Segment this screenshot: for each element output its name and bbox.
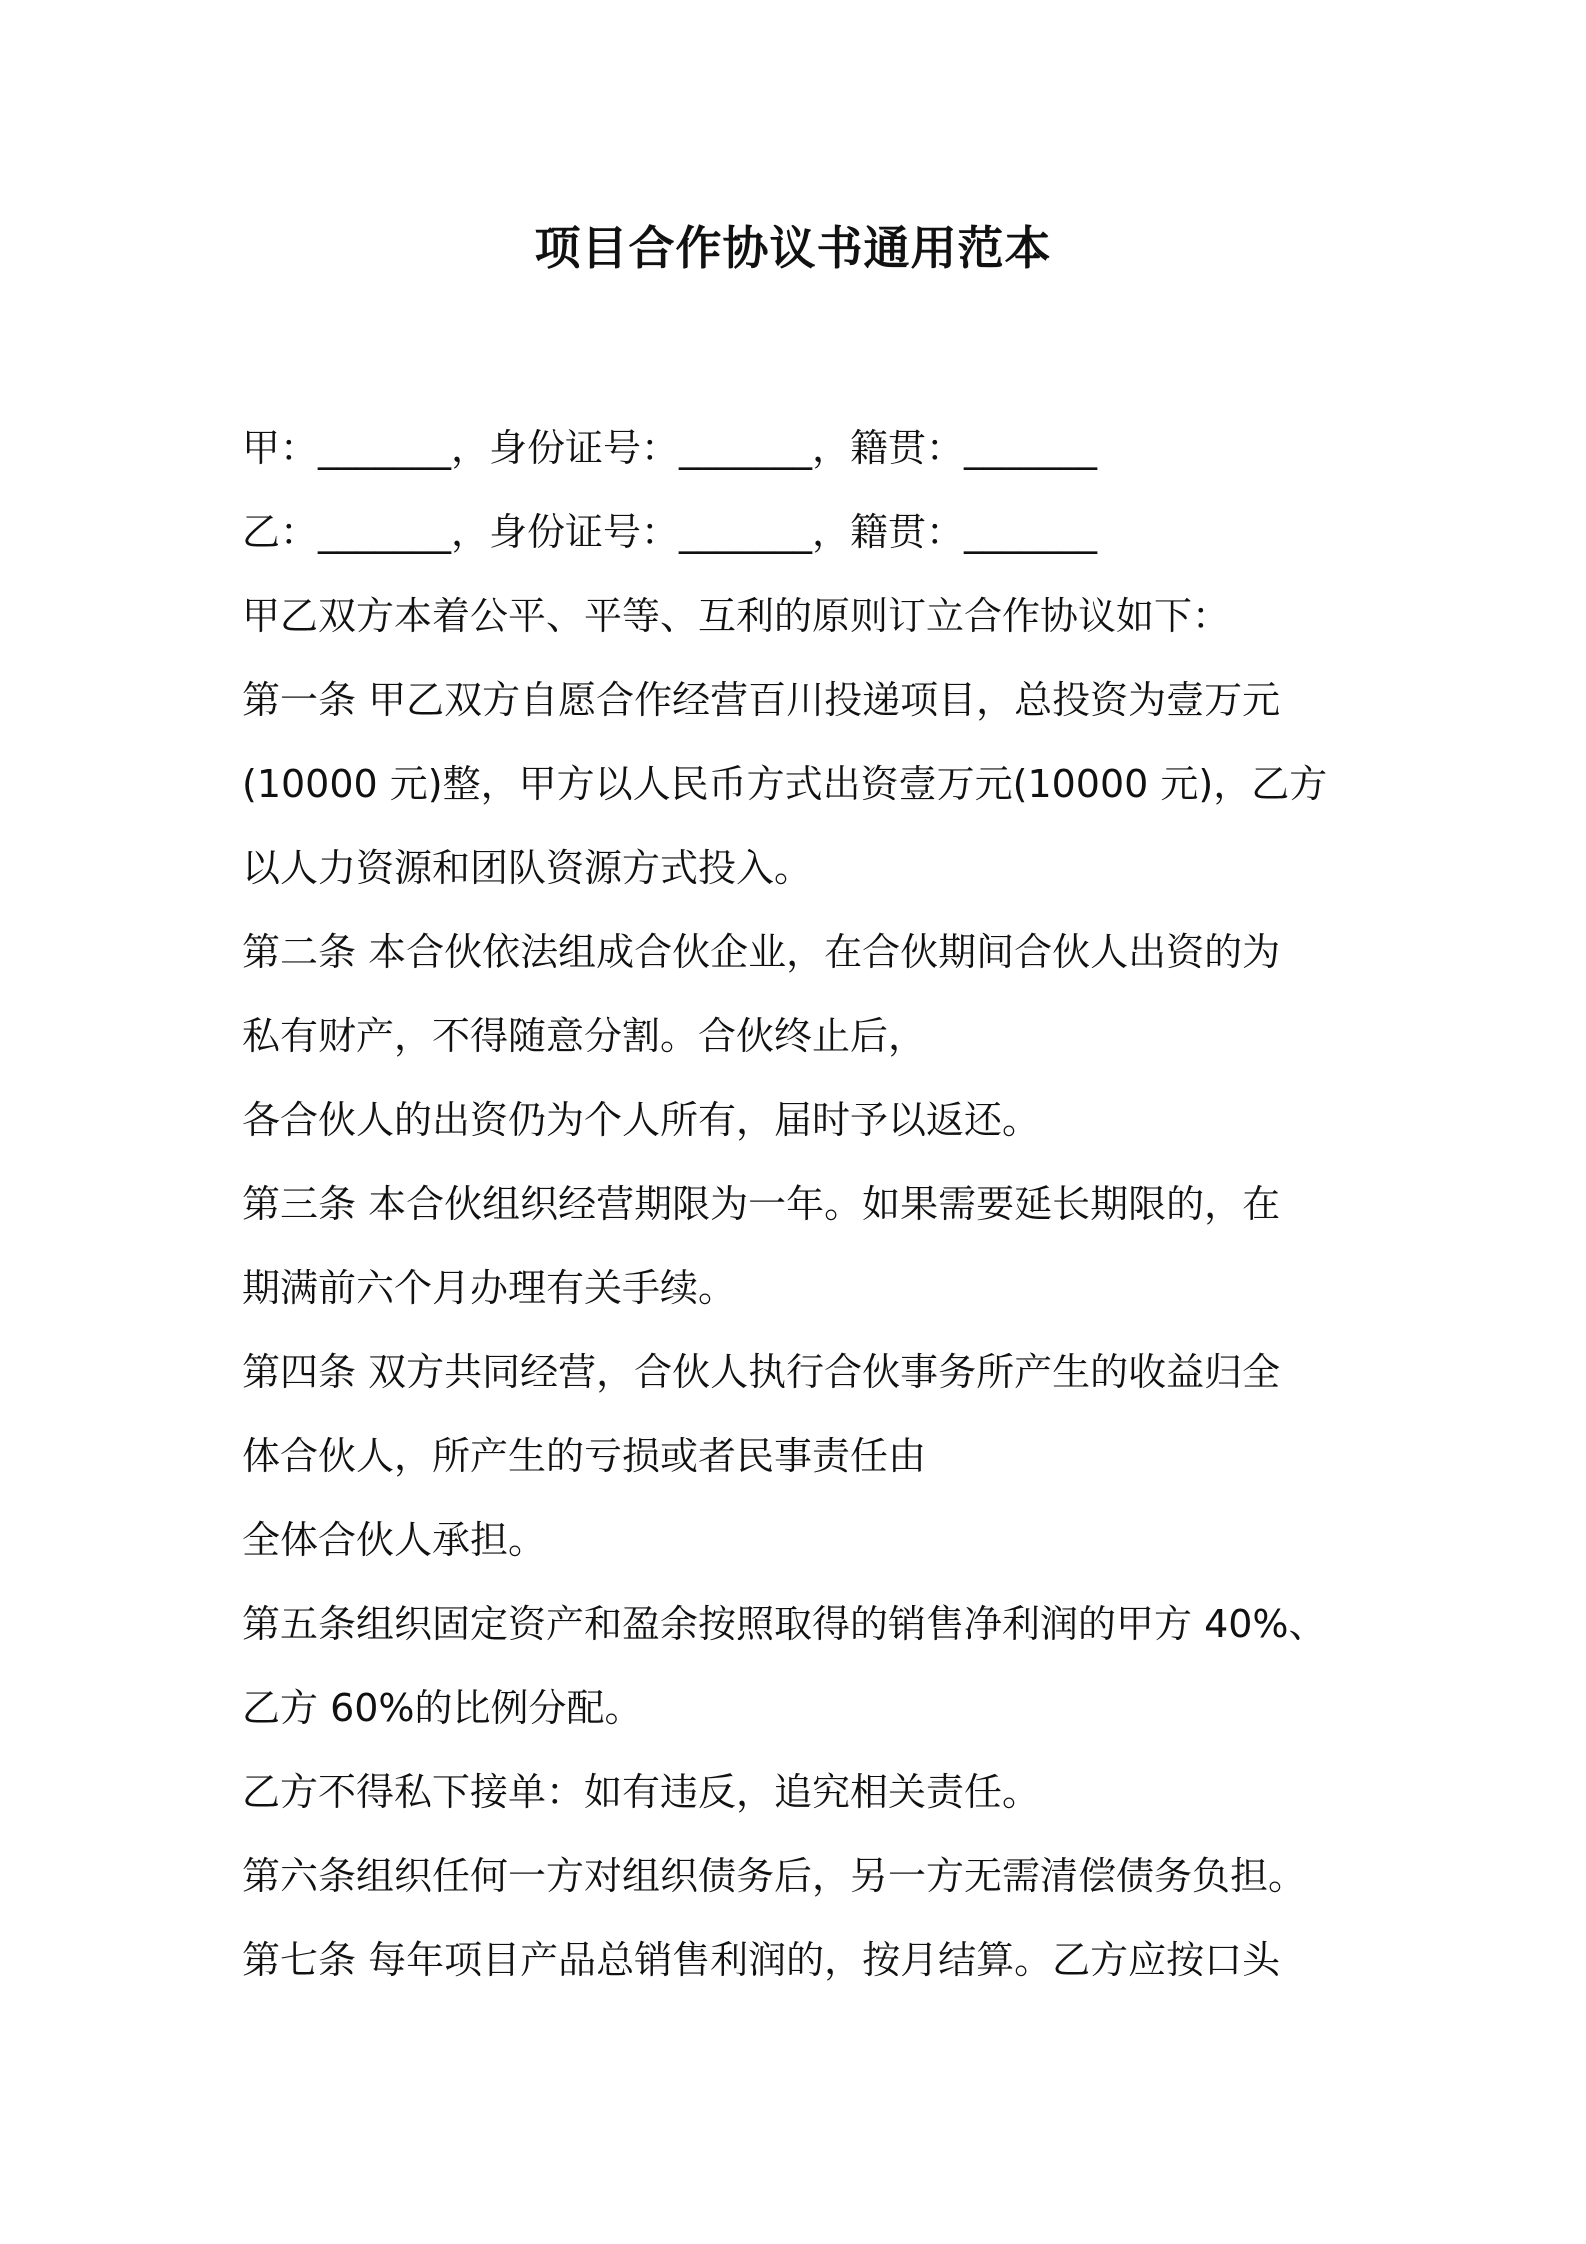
- document-body: [242, 406, 1362, 2002]
- document-title: 项目合作协议书通用范本: [534, 221, 1052, 275]
- article-1-line-3: 以人力资源和团队资源方式投入。: [242, 846, 813, 890]
- article-1-line-1: 第一条 甲乙双方自愿合作经营百川投递项目，总投资为壹万元: [242, 678, 1281, 722]
- party-b-line: 乙：_______，身份证号：_______，籍贯：_______: [242, 510, 1098, 554]
- article-4-line-3: 全体合伙人承担。: [242, 1518, 547, 1562]
- article-1-line-2: (10000 元)整，甲方以人民币方式出资壹万元(10000 元)，乙方: [242, 762, 1328, 806]
- article-2-line-3: 各合伙人的出资仍为个人所有，届时予以返还。: [242, 1098, 1041, 1142]
- article-7-line-1: 第七条 每年项目产品总销售利润的，按月结算。乙方应按口头: [242, 1938, 1281, 1982]
- article-4-line-1: 第四条 双方共同经营，合伙人执行合伙事务所产生的收益归全: [242, 1350, 1281, 1394]
- article-5-line-3: 乙方不得私下接单：如有违反，追究相关责任。: [242, 1770, 1041, 1814]
- article-3-line-1: 第三条 本合伙组织经营期限为一年。如果需要延长期限的，在: [242, 1182, 1281, 1226]
- article-4-line-2: 体合伙人，所产生的亏损或者民事责任由: [242, 1434, 927, 1478]
- article-2-line-1: 第二条 本合伙依法组成合伙企业，在合伙期间合伙人出资的为: [242, 930, 1281, 974]
- article-2-line-2: 私有财产，不得随意分割。合伙终止后，: [242, 1014, 927, 1058]
- article-3-line-2: 期满前六个月办理有关手续。: [242, 1266, 737, 1310]
- preamble-line: 甲乙双方本着公平、平等、互利的原则订立合作协议如下：: [242, 594, 1231, 638]
- article-6-line-1: 第六条组织任何一方对组织债务后，另一方无需清偿债务负担。: [242, 1854, 1307, 1898]
- article-5-line-2: 乙方 60%的比例分配。: [242, 1686, 643, 1730]
- article-5-line-1: 第五条组织固定资产和盈余按照取得的销售净利润的甲方 40%、: [242, 1602, 1327, 1646]
- party-a-line: 甲：_______，身份证号：_______，籍贯：_______: [242, 426, 1098, 470]
